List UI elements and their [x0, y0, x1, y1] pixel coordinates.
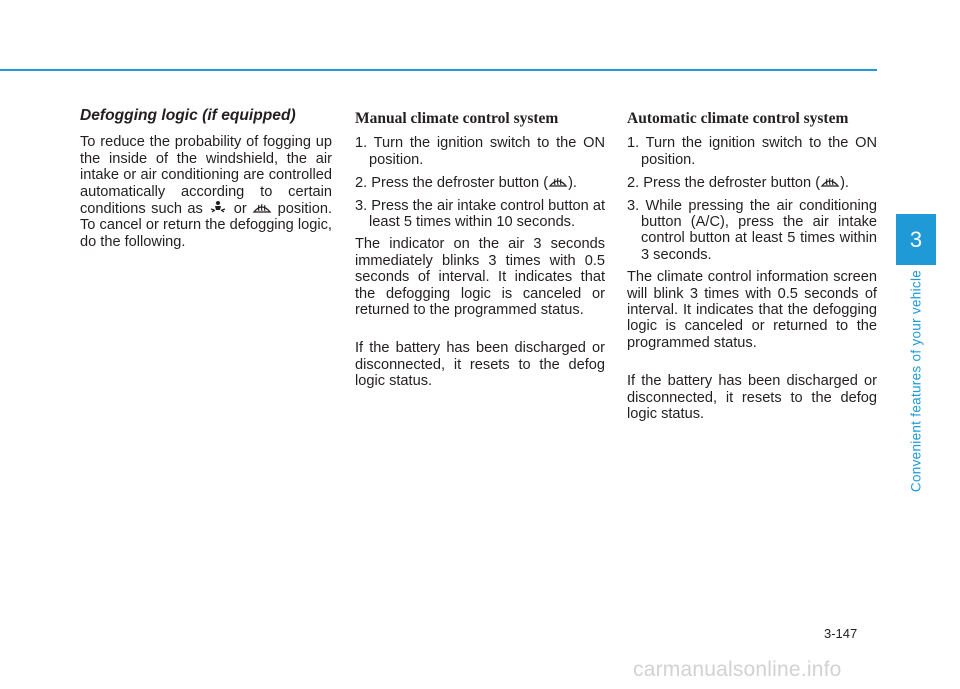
step-1: 1. Turn the ignition switch to the ON position. [627, 135, 877, 168]
section-heading: Manual climate control system [355, 110, 559, 127]
paragraph: If the battery has been discharged or disconnected, it resets to the defog logic status. [355, 340, 605, 390]
header-rule [0, 69, 877, 71]
step-text: ). [568, 175, 577, 192]
paragraph-text: position. To cancel or return the defogging logic, do the following. [80, 201, 332, 250]
column-defogging-logic [80, 108, 332, 256]
page-number: 3-147 [824, 626, 858, 641]
paragraph: The indicator on the air 3 seconds immediately blinks 3 times with 0.5 seconds of interval. It indicates that the defogging logic is canceled or returned to the programmed status. [355, 236, 605, 319]
column-manual-climate [355, 108, 605, 396]
paragraph: The climate control information screen will blink 3 times with 0.5 seconds of interval. It indicates that the defogging logic is canceled or returned to the programmed status. [627, 269, 877, 351]
watermark: carmanualsonline.info [633, 658, 842, 681]
front-defroster-icon [252, 200, 272, 216]
step-3: 3. Press the air intake control button at least 5 times within 10 seconds. [355, 197, 605, 231]
section-heading: Defogging logic (if equipped) [80, 107, 296, 124]
paragraph [80, 134, 332, 250]
step-3: 3. While pressing the air conditioning button (A/C), press the air intake control button at least 5 times within 3 seconds. [627, 197, 877, 263]
column-automatic-climate [627, 108, 877, 429]
step-1: 1. Turn the ignition switch to the ON position. [355, 135, 605, 168]
paragraph-text: To reduce the probability of fogging up the inside of the windshield, the air intake or air conditioning are controlled automatically according to certain conditions such as [80, 134, 332, 218]
step-text: 2. Press the defroster button ( [355, 175, 549, 192]
chapter-title: Convenient features of your vehicle [908, 269, 924, 493]
air-direction-icon [208, 200, 228, 216]
front-defroster-icon [548, 174, 568, 190]
step-text: 2. Press the defroster button ( [627, 175, 821, 192]
front-defroster-icon [820, 174, 840, 190]
paragraph: If the battery has been discharged or disconnected, it resets to the defog logic status. [627, 373, 877, 423]
paragraph-text: or [233, 201, 247, 218]
section-heading: Automatic climate control system [627, 110, 849, 127]
chapter-number: 3 [909, 227, 923, 252]
step-text: ). [840, 175, 849, 192]
step-2 [355, 174, 605, 191]
step-2 [627, 174, 877, 191]
